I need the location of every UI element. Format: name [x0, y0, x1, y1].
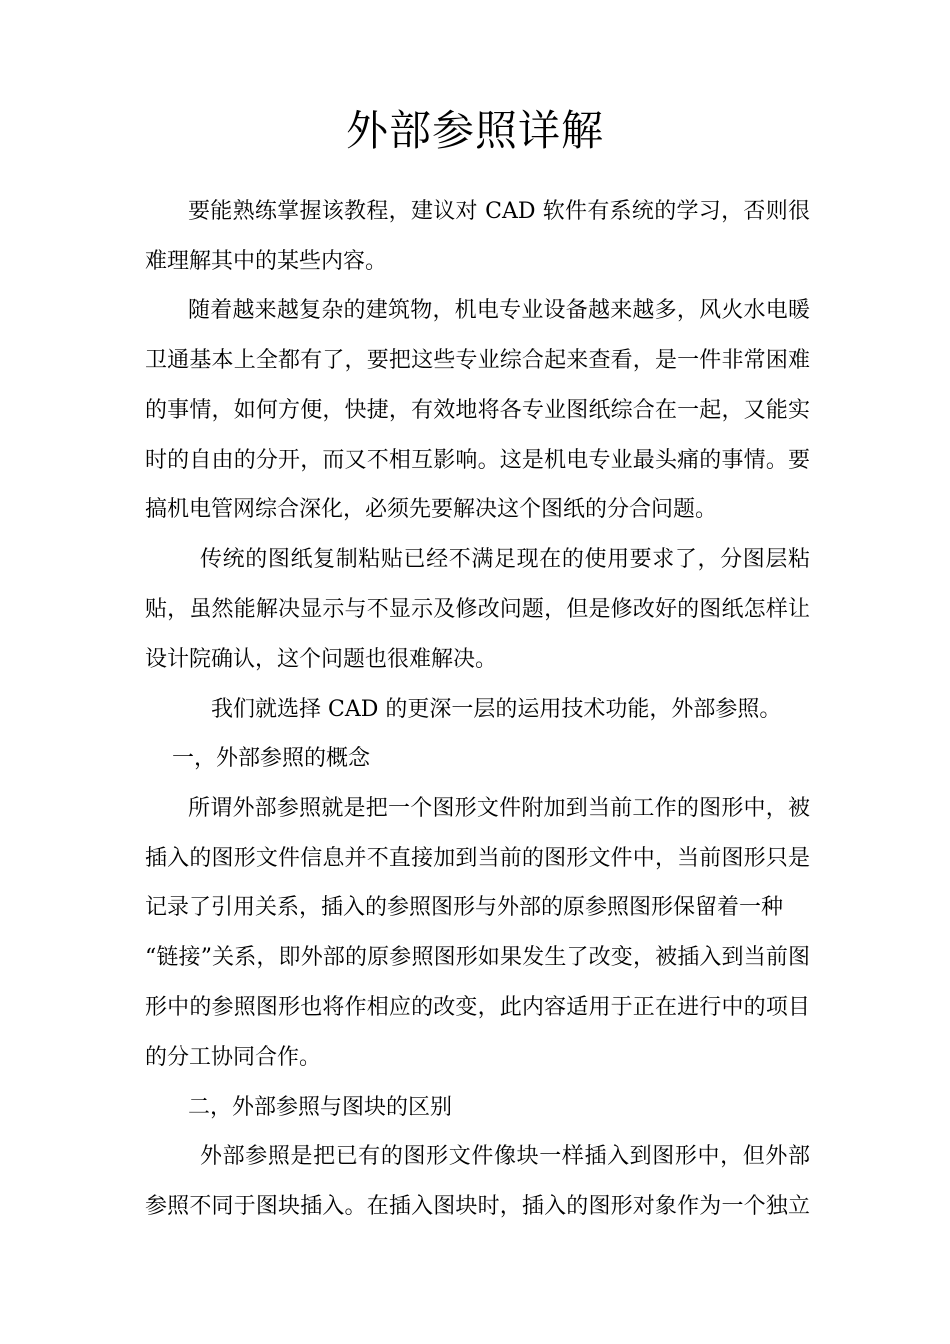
body-line: 要能熟练掌握该教程，建议对 CAD 软件有系统的学习，否则很: [188, 199, 810, 224]
body-line: 时的自由的分开，而又不相互影响。这是机电专业最头痛的事情。要: [145, 448, 810, 473]
body-line: 搞机电管网综合深化，必须先要解决这个图纸的分合问题。: [145, 497, 718, 522]
body-line: 记录了引用关系，插入的参照图形与外部的原参照图形保留着一种: [145, 895, 784, 920]
body-line: 设计院确认，这个问题也很难解决。: [145, 647, 498, 672]
body-line: 外部参照是把已有的图形文件像块一样插入到图形中，但外部: [200, 1144, 810, 1169]
section-heading: 二，外部参照与图块的区别: [188, 1095, 453, 1120]
body-line: 传统的图纸复制粘贴已经不满足现在的使用要求了，分图层粘: [200, 547, 810, 572]
body-line: 所谓外部参照就是把一个图形文件附加到当前工作的图形中，被: [188, 796, 810, 821]
body-line: 的事情，如何方便，快捷，有效地将各专业图纸综合在一起，又能实: [145, 398, 810, 423]
body-line: 贴，虽然能解决显示与不显示及修改问题，但是修改好的图纸怎样让: [145, 597, 810, 622]
body-line: 随着越来越复杂的建筑物，机电专业设备越来越多，风火水电暖: [188, 298, 810, 323]
body-line: 难理解其中的某些内容。: [145, 249, 388, 274]
body-line: “链接”关系，即外部的原参照图形如果发生了改变，被插入到当前图: [145, 945, 810, 970]
body-line: 形中的参照图形也将作相应的改变，此内容适用于正在进行中的项目: [145, 995, 810, 1020]
body-line: 插入的图形文件信息并不直接加到当前的图形文件中，当前图形只是: [145, 846, 810, 871]
body-line: 卫通基本上全都有了，要把这些专业综合起来查看，是一件非常困难: [145, 348, 810, 373]
body-line: 的分工协同合作。: [145, 1045, 322, 1070]
body-line: 我们就选择 CAD 的更深一层的运用技术功能，外部参照。: [211, 697, 782, 722]
body-line: 参照不同于图块插入。在插入图块时，插入的图形对象作为一个独立: [145, 1194, 810, 1219]
section-heading: 一，外部参照的概念: [172, 746, 371, 771]
document-title: 外部参照详解: [345, 106, 604, 155]
